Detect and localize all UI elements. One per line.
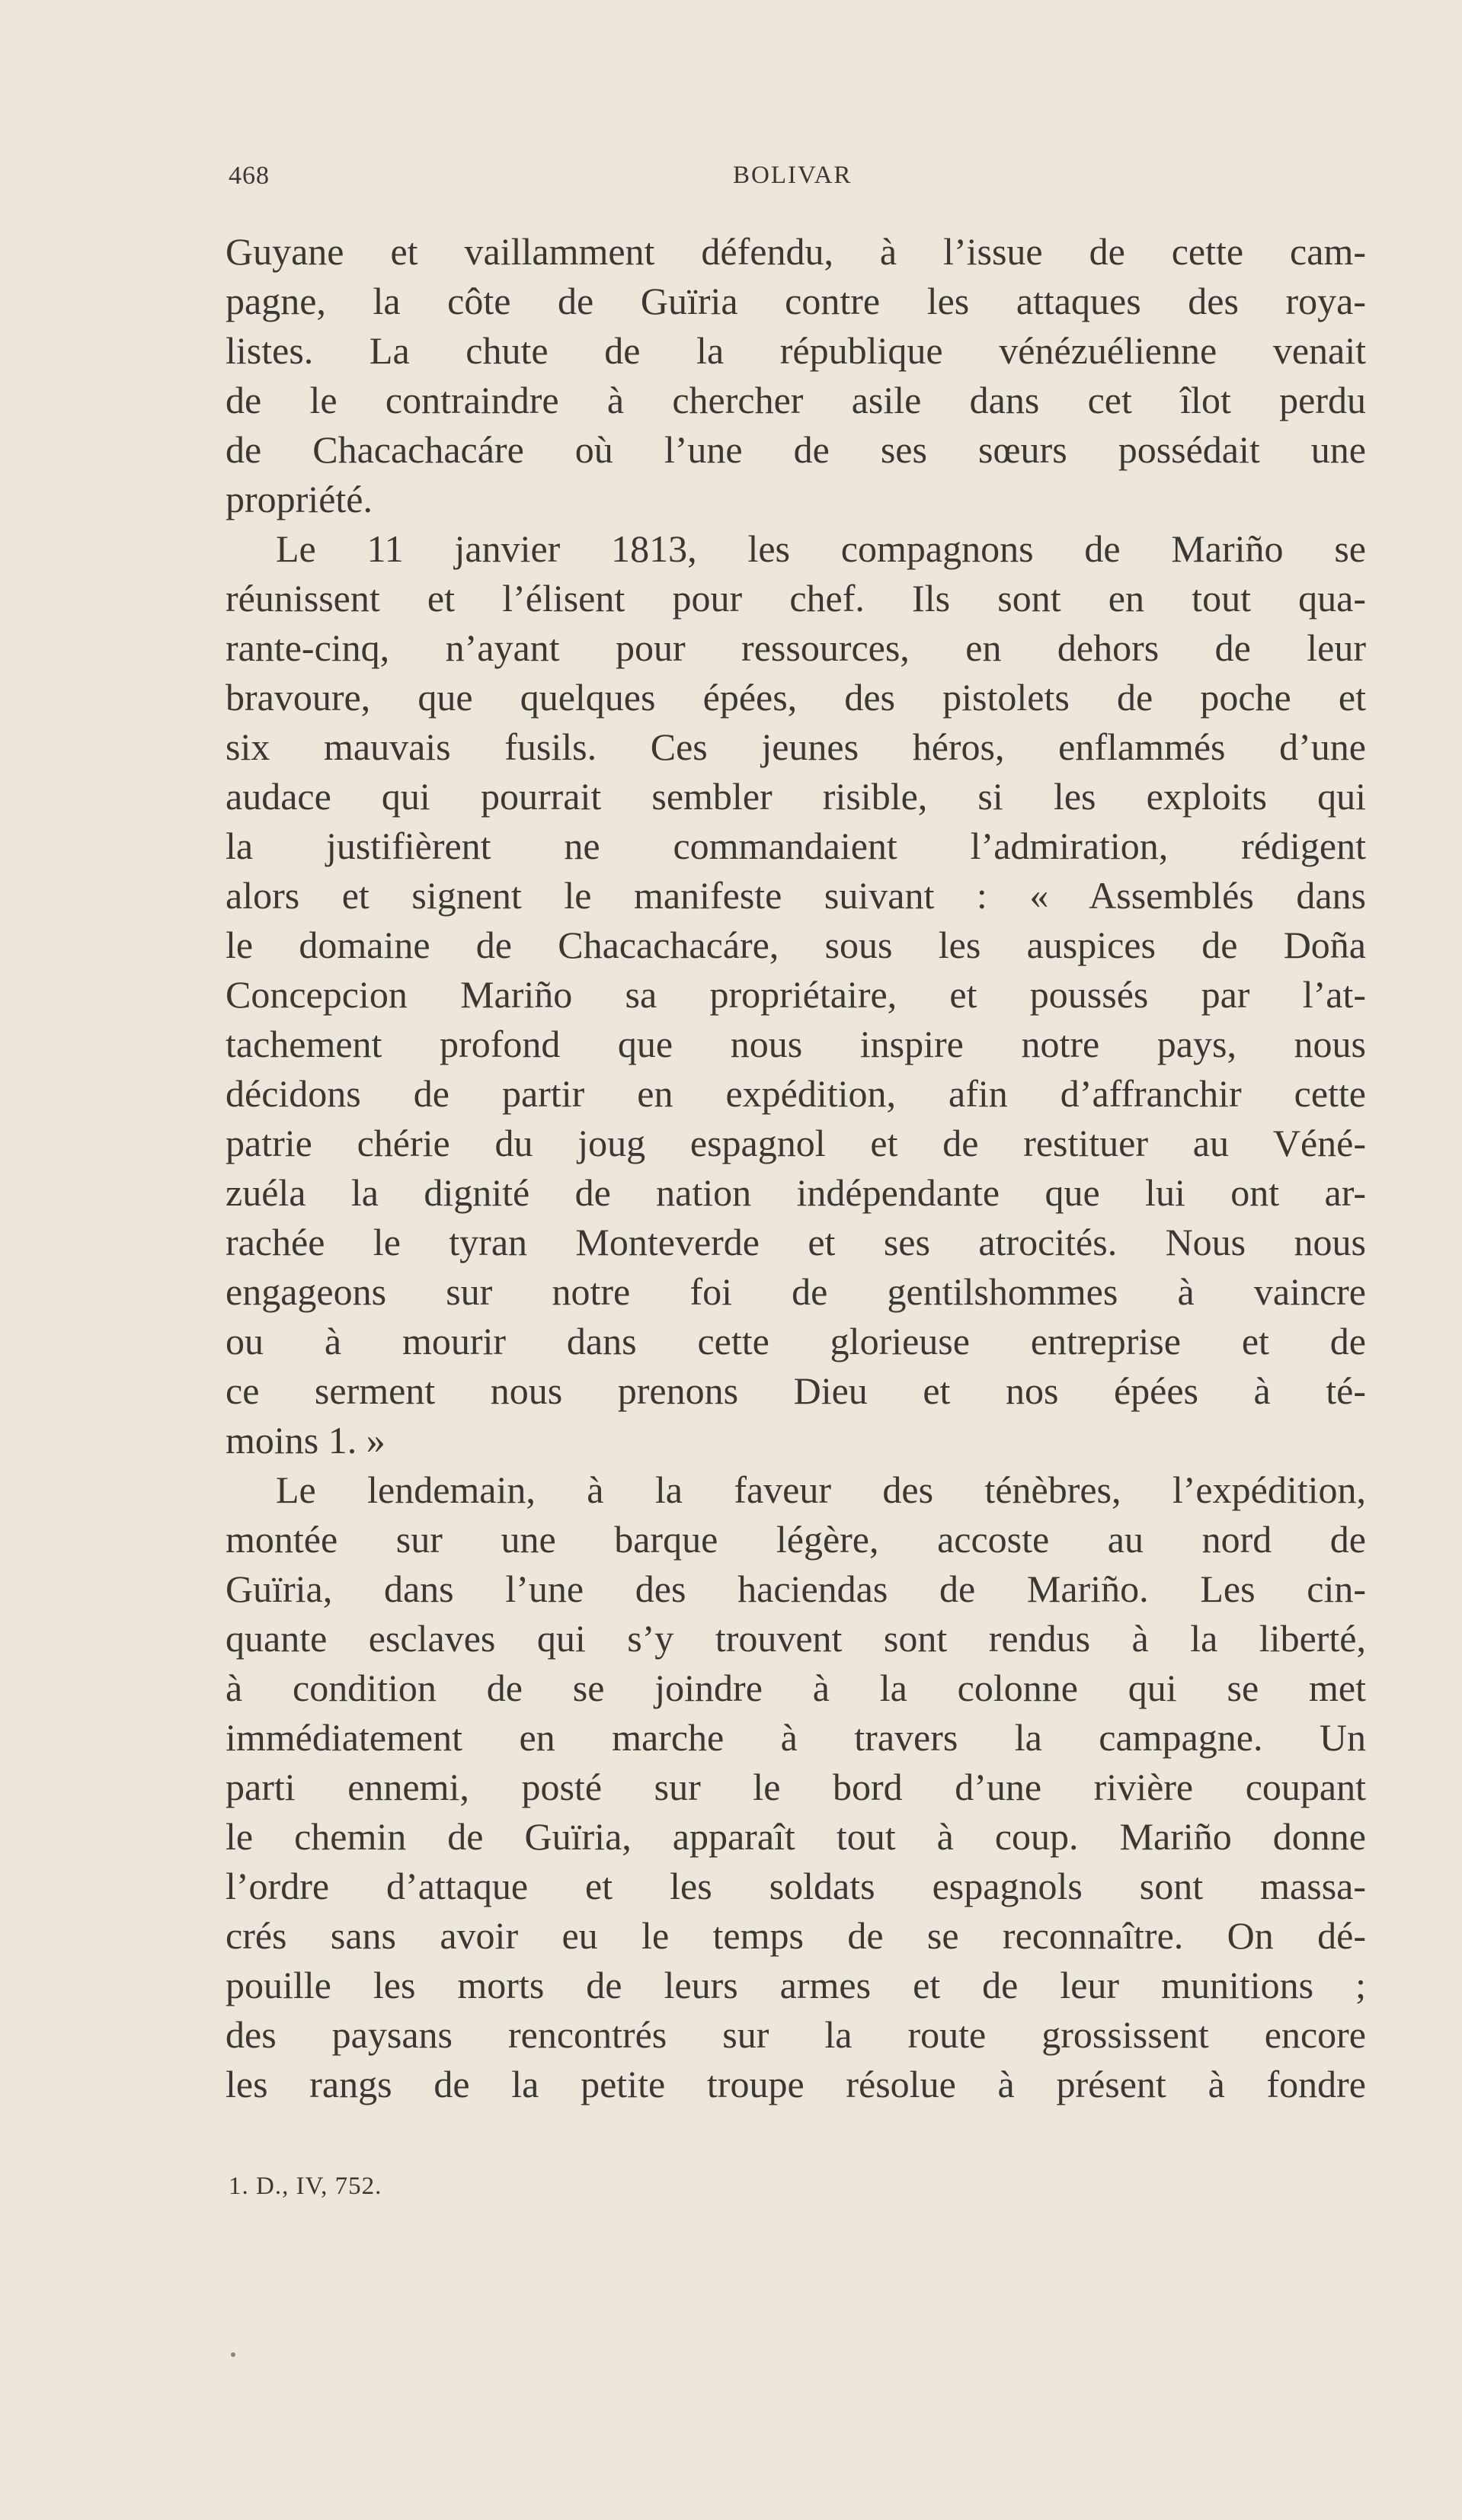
body-text bbox=[226, 227, 1366, 2109]
text-line: crés sans avoir eu le temps de se reconnaître. On dé- bbox=[226, 1914, 1366, 1957]
text-line: six mauvais fusils. Ces jeunes héros, enflammés d’une bbox=[226, 725, 1366, 768]
text-line: audace qui pourrait sembler risible, si les exploits qui bbox=[226, 775, 1366, 818]
text-line: de le contraindre à chercher asile dans cet îlot perdu bbox=[226, 379, 1366, 421]
text-line: à condition de se joindre à la colonne qui se met bbox=[226, 1667, 1366, 1709]
text-line: propriété. bbox=[226, 478, 373, 520]
paper-speck bbox=[231, 2352, 235, 2357]
text-line: quante esclaves qui s’y trouvent sont rendus à la liberté, bbox=[226, 1617, 1366, 1660]
page-number: 468 bbox=[229, 162, 270, 190]
footnote: 1. D., IV, 752. bbox=[229, 2173, 382, 2200]
footnotes bbox=[229, 2169, 914, 2203]
text-line: Le lendemain, à la faveur des ténèbres, l’expédition, bbox=[276, 1468, 1366, 1511]
running-title: BOLIVAR bbox=[733, 162, 853, 189]
text-line: le domaine de Chacachacáre, sous les auspices de Doña bbox=[226, 924, 1366, 966]
text-line: les rangs de la petite troupe résolue à présent à fondre bbox=[226, 2063, 1366, 2105]
text-line: zuéla la dignité de nation indépendante que lui ont ar- bbox=[226, 1171, 1366, 1214]
text-line: décidons de partir en expédition, afin d’affranchir cette bbox=[226, 1072, 1366, 1115]
text-line: rante-cinq, n’ayant pour ressources, en dehors de leur bbox=[226, 626, 1366, 669]
text-line: Concepcion Mariño sa propriétaire, et poussés par l’at- bbox=[226, 973, 1366, 1016]
text-line: montée sur une barque légère, accoste au nord de bbox=[226, 1518, 1366, 1561]
text-line: engageons sur notre foi de gentilshommes à vaincre bbox=[226, 1270, 1366, 1313]
text-line: Guyane et vaillamment défendu, à l’issue de cette cam- bbox=[226, 230, 1366, 273]
text-line: pouille les morts de leurs armes et de leur munitions ; bbox=[226, 1964, 1366, 2006]
text-line: des paysans rencontrés sur la route grossissent encore bbox=[226, 2013, 1366, 2056]
text-line: moins 1. » bbox=[226, 1419, 385, 1462]
text-line: de Chacachacáre où l’une de ses sœurs possédait une bbox=[226, 428, 1366, 471]
text-line: listes. La chute de la république vénézuélienne venait bbox=[226, 329, 1366, 372]
text-line: patrie chérie du joug espagnol et de restituer au Véné- bbox=[226, 1122, 1366, 1164]
text-line: ce serment nous prenons Dieu et nos épées à té- bbox=[226, 1369, 1366, 1412]
text-line: Guïria, dans l’une des haciendas de Mariño. Les cin- bbox=[226, 1567, 1366, 1610]
text-line: bravoure, que quelques épées, des pistolets de poche et bbox=[226, 676, 1366, 719]
text-line: réunissent et l’élisent pour chef. Ils sont en tout qua- bbox=[226, 577, 1366, 620]
page-header bbox=[229, 162, 1365, 207]
text-line: alors et signent le manifeste suivant : « Assemblés dans bbox=[226, 874, 1366, 917]
text-line: le chemin de Guïria, apparaît tout à coup. Mariño donne bbox=[226, 1815, 1366, 1858]
text-line: ou à mourir dans cette glorieuse entreprise et de bbox=[226, 1320, 1366, 1362]
text-line: parti ennemi, posté sur le bord d’une rivière coupant bbox=[226, 1766, 1366, 1808]
text-line: immédiatement en marche à travers la campagne. Un bbox=[226, 1716, 1366, 1759]
text-line: Le 11 janvier 1813, les compagnons de Mariño se bbox=[276, 527, 1366, 570]
text-line: l’ordre d’attaque et les soldats espagnols sont massa- bbox=[226, 1865, 1366, 1907]
text-line: tachement profond que nous inspire notre pays, nous bbox=[226, 1023, 1366, 1065]
text-line: la justifièrent ne commandaient l’admiration, rédigent bbox=[226, 825, 1366, 867]
text-line: pagne, la côte de Guïria contre les attaques des roya- bbox=[226, 280, 1366, 322]
text-line: rachée le tyran Monteverde et ses atrocités. Nous nous bbox=[226, 1221, 1366, 1263]
